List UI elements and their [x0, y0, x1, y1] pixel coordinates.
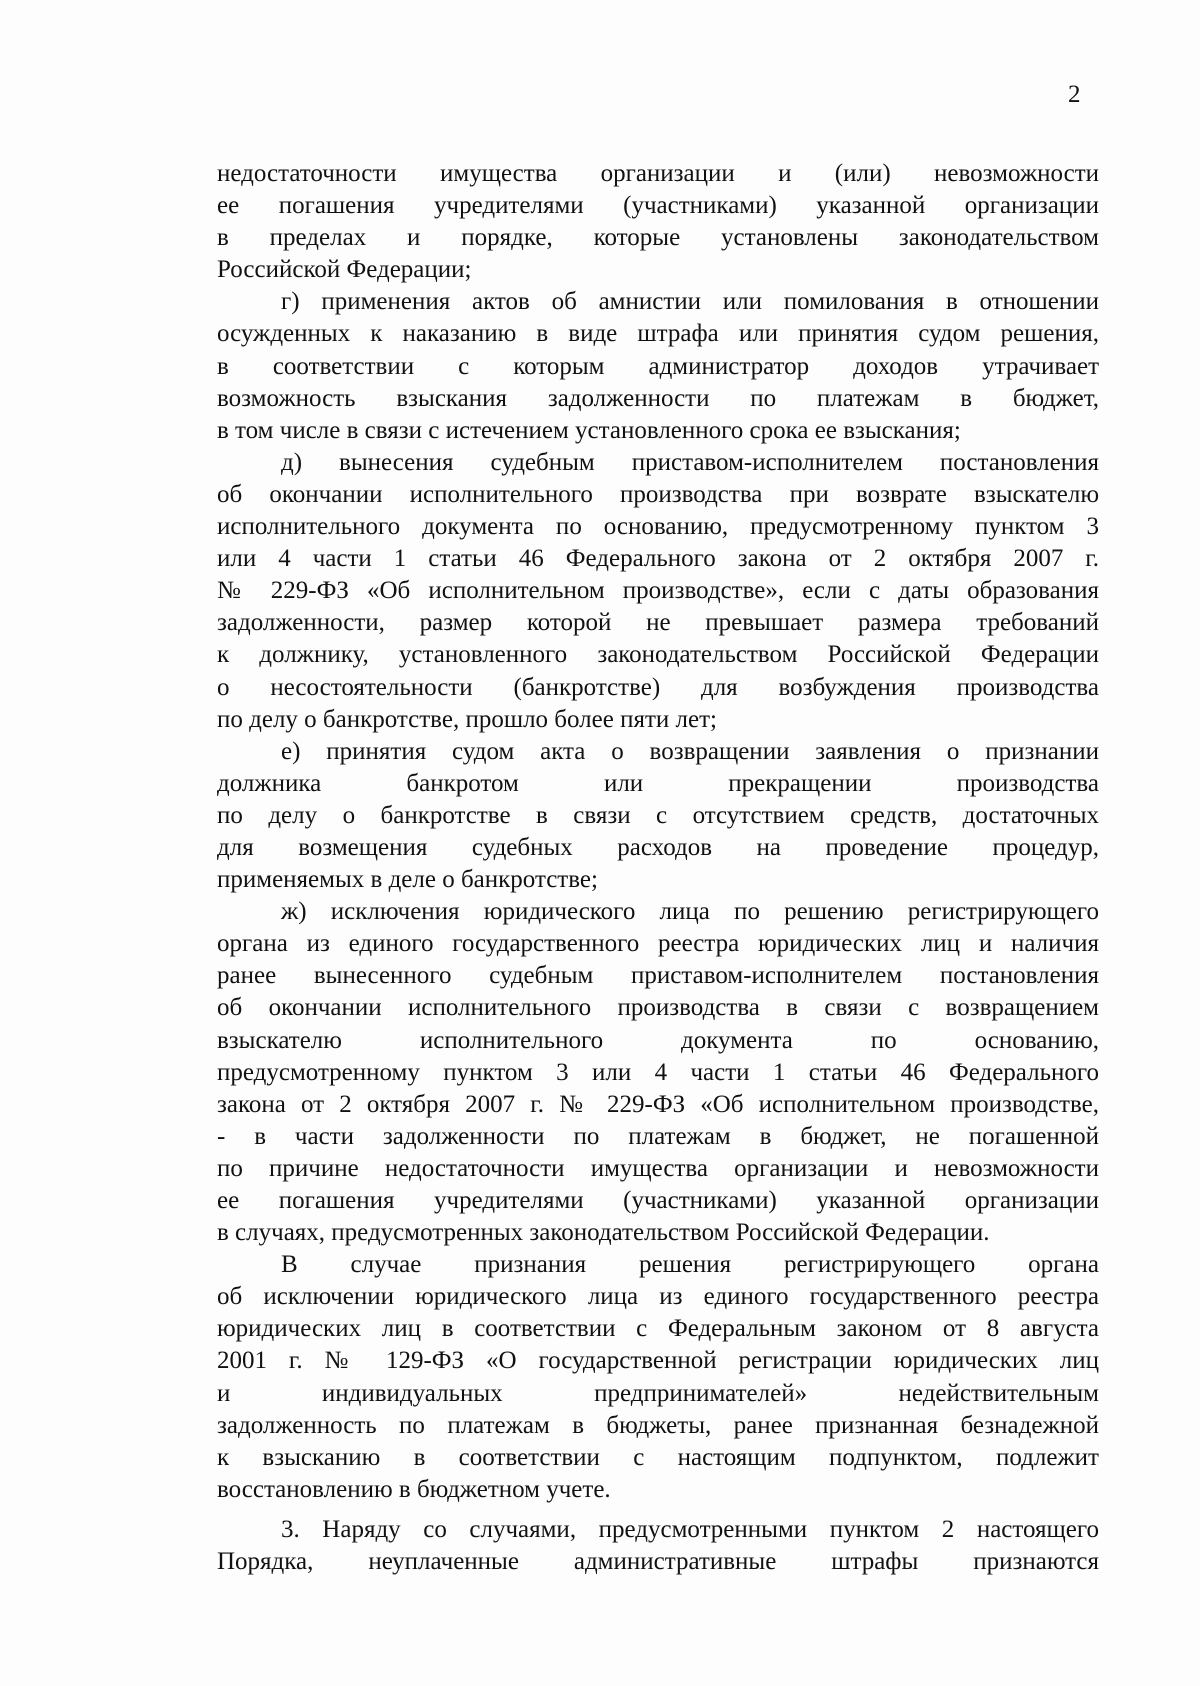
- text-line: в случаях, предусмотренных законодательством Российской Федерации.: [217, 1219, 990, 1247]
- text-line: ранее вынесенного судебным приставом-исполнителем постановления: [217, 962, 1099, 990]
- text-line: по делу о банкротстве, прошло более пяти лет;: [217, 705, 717, 733]
- text-line: задолженности, размер которой не превышает размера требований: [217, 609, 1099, 637]
- text-line: о несостоятельности (банкротстве) для возбуждения производства: [217, 673, 1099, 701]
- text-line: и индивидуальных предпринимателей» недействительным: [217, 1379, 1099, 1407]
- text-line: исполнительного документа по основанию, предусмотренному пунктом 3: [217, 513, 1099, 541]
- paragraph-d-line: д) вынесения судебным приставом-исполнителем постановления: [281, 448, 1099, 476]
- text-line: восстановлению в бюджетном учете.: [217, 1475, 611, 1503]
- paragraph-3-line: 3. Наряду со случаями, предусмотренными пунктом 2 настоящего: [281, 1515, 1099, 1543]
- text-line: 2001 г. № 129-ФЗ «О государственной регистрации юридических лиц: [217, 1347, 1099, 1375]
- text-line: по причине недостаточности имущества организации и невозможности: [217, 1154, 1099, 1182]
- text-line: к взысканию в соответствии с настоящим подпунктом, подлежит: [217, 1443, 1099, 1471]
- text-line: задолженность по платежам в бюджеты, ранее признанная безнадежной: [217, 1411, 1099, 1439]
- text-line: к должнику, установленного законодательством Российской Федерации: [217, 641, 1099, 669]
- text-line: органа из единого государственного реестра юридических лиц и наличия: [217, 930, 1099, 958]
- paragraph-g-line: г) применения актов об амнистии или помилования в отношении: [281, 288, 1099, 316]
- text-line: об исключении юридического лица из единого государственного реестра: [217, 1283, 1099, 1311]
- paragraph-zh-line: ж) исключения юридического лица по решению регистрирующего: [281, 898, 1099, 926]
- page-number: 2: [1068, 81, 1081, 108]
- text-line: ее погашения учредителями (участниками) указанной организации: [217, 1187, 1099, 1214]
- text-line: по делу о банкротстве в связи с отсутствием средств, достаточных: [217, 801, 1099, 829]
- text-line: в соответствии с которым администратор доходов утрачивает: [217, 352, 1099, 380]
- text-line: взыскателю исполнительного документа по основанию,: [217, 1026, 1099, 1054]
- paragraph-e-line: е) принятия судом акта о возвращении заявления о признании: [281, 737, 1099, 765]
- paragraph-gap: [217, 1506, 1099, 1514]
- text-line: должника банкротом или прекращении производства: [217, 769, 1099, 797]
- text-line: для возмещения судебных расходов на проведение процедур,: [217, 833, 1099, 861]
- document-body: [217, 158, 1099, 1578]
- text-line: ее погашения учредителями (участниками) указанной организации: [217, 192, 1099, 220]
- paragraph-v-sluchae-line: В случае признания решения регистрирующего органа: [281, 1251, 1099, 1279]
- text-line: - в части задолженности по платежам в бюджет, не погашенной: [217, 1122, 1099, 1150]
- text-line: в том числе в связи с истечением установленного срока ее взыскания;: [217, 416, 961, 444]
- text-line: недостаточности имущества организации и (или) невозможности: [217, 160, 1099, 187]
- text-line: об окончании исполнительного производства при возврате взыскателю: [217, 480, 1099, 508]
- text-line: Порядка, неуплаченные административные штрафы признаются: [217, 1548, 1099, 1576]
- text-line: юридических лиц в соответствии с Федеральным законом от 8 августа: [217, 1315, 1099, 1343]
- text-line: Российской Федерации;: [217, 256, 472, 284]
- text-line: осужденных к наказанию в виде штрафа или принятия судом решения,: [217, 320, 1099, 348]
- text-line: применяемых в деле о банкротстве;: [217, 866, 598, 894]
- text-line: возможность взыскания задолженности по платежам в бюджет,: [217, 384, 1099, 412]
- text-line: об окончании исполнительного производства в связи с возвращением: [217, 994, 1099, 1022]
- text-line: № 229-ФЗ «Об исполнительном производстве», если с даты образования: [217, 577, 1099, 605]
- text-line: в пределах и порядке, которые установлены законодательством: [217, 224, 1099, 252]
- text-line: предусмотренному пунктом 3 или 4 части 1 статьи 46 Федерального: [217, 1058, 1099, 1086]
- text-line: закона от 2 октября 2007 г. № 229-ФЗ «Об исполнительном производстве,: [217, 1090, 1099, 1118]
- text-line: или 4 части 1 статьи 46 Федерального закона от 2 октября 2007 г.: [217, 545, 1099, 573]
